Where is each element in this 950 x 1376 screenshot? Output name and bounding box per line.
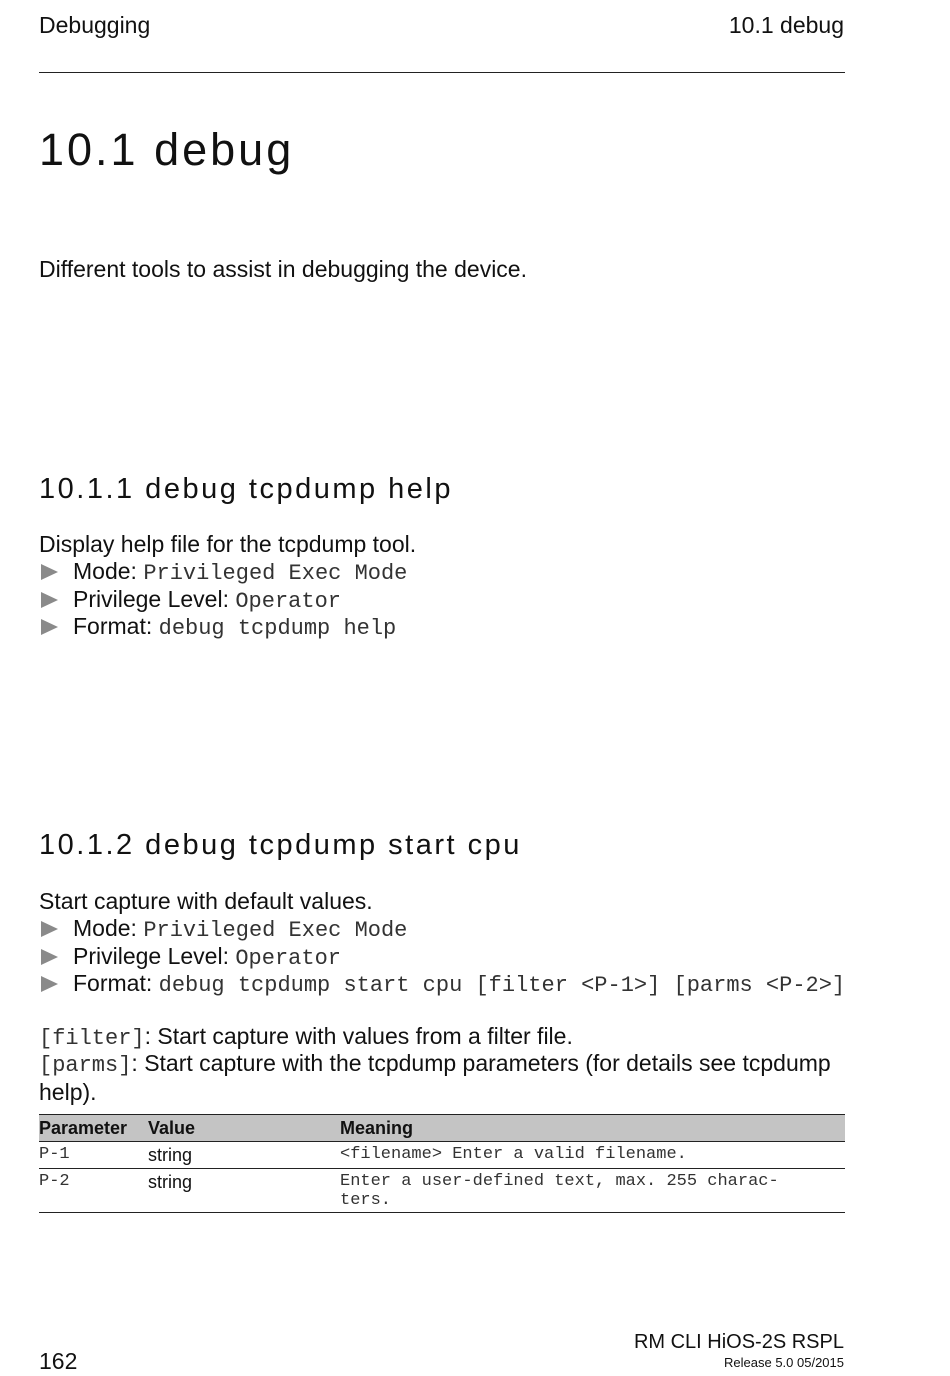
property-mode	[39, 558, 849, 586]
section-title-tcpdump-start-cpu: 10.1.2 debug tcpdump start cpu	[39, 829, 522, 861]
column-header-parameter: Parameter	[39, 1115, 148, 1142]
param-note-parms	[39, 1050, 845, 1106]
param-note-filter	[39, 1023, 845, 1052]
chapter-intro: Different tools to assist in debugging the device.	[39, 256, 527, 282]
section-properties-list	[39, 915, 849, 999]
column-header-value: Value	[148, 1115, 340, 1142]
chapter-title: 10.1 debug	[39, 124, 295, 175]
cell-parameter: P-2	[39, 1169, 148, 1213]
property-value: Operator	[235, 945, 341, 971]
header-section-ref: 10.1 debug	[728, 12, 844, 38]
property-format	[39, 613, 849, 641]
property-value: debug tcpdump start cpu [filter <P-1>] [parms <P-2>]	[158, 973, 846, 998]
section-title-tcpdump-help: 10.1.1 debug tcpdump help	[39, 473, 453, 505]
property-value: Privileged Exec Mode	[143, 918, 408, 943]
cell-meaning: Enter a user-defined text, max. 255 charac- ters.	[340, 1169, 845, 1213]
triangle-right-icon	[41, 976, 58, 992]
triangle-right-icon	[41, 592, 58, 608]
property-label: Mode:	[73, 915, 137, 941]
triangle-right-icon	[41, 921, 58, 937]
section-description: Start capture with default values.	[39, 888, 373, 914]
property-label: Mode:	[73, 558, 137, 584]
table-header-row	[39, 1115, 845, 1142]
table-row	[39, 1142, 845, 1169]
property-value: Privileged Exec Mode	[143, 561, 408, 586]
column-header-meaning: Meaning	[340, 1115, 845, 1142]
table-row	[39, 1169, 845, 1213]
triangle-right-icon	[41, 619, 58, 635]
property-value: Operator	[235, 588, 341, 614]
property-label: Format:	[73, 970, 153, 996]
triangle-right-icon	[41, 564, 58, 580]
triangle-right-icon	[41, 949, 58, 965]
param-text: : Start capture with values from a filter file.	[144, 1023, 573, 1049]
property-label: Privilege Level:	[73, 585, 229, 612]
cell-value: string	[148, 1142, 340, 1169]
property-label: Format:	[73, 613, 153, 639]
cell-parameter: P-1	[39, 1142, 148, 1169]
cell-value: string	[148, 1169, 340, 1213]
property-privilege-level	[39, 943, 849, 971]
footer-product: RM CLI HiOS-2S RSPL	[633, 1331, 844, 1353]
param-code: [parms]	[39, 1053, 132, 1078]
header-divider	[39, 72, 845, 73]
property-format	[39, 970, 849, 999]
section-properties-list	[39, 558, 849, 641]
section-description: Display help file for the tcpdump tool.	[39, 531, 417, 557]
parameter-table	[39, 1114, 845, 1213]
property-mode	[39, 915, 849, 943]
property-label: Privilege Level:	[73, 942, 229, 969]
property-value: debug tcpdump help	[158, 616, 397, 641]
param-text: : Start capture with the tcpdump parameters (for details see tcpdump help).	[39, 1050, 831, 1105]
header-chapter-name: Debugging	[39, 12, 151, 38]
property-privilege-level	[39, 586, 849, 614]
footer-release: Release 5.0 05/2015	[724, 1355, 844, 1370]
cell-meaning: <filename> Enter a valid filename.	[340, 1142, 845, 1169]
param-code: [filter]	[39, 1026, 145, 1051]
page-number: 162	[39, 1348, 78, 1374]
